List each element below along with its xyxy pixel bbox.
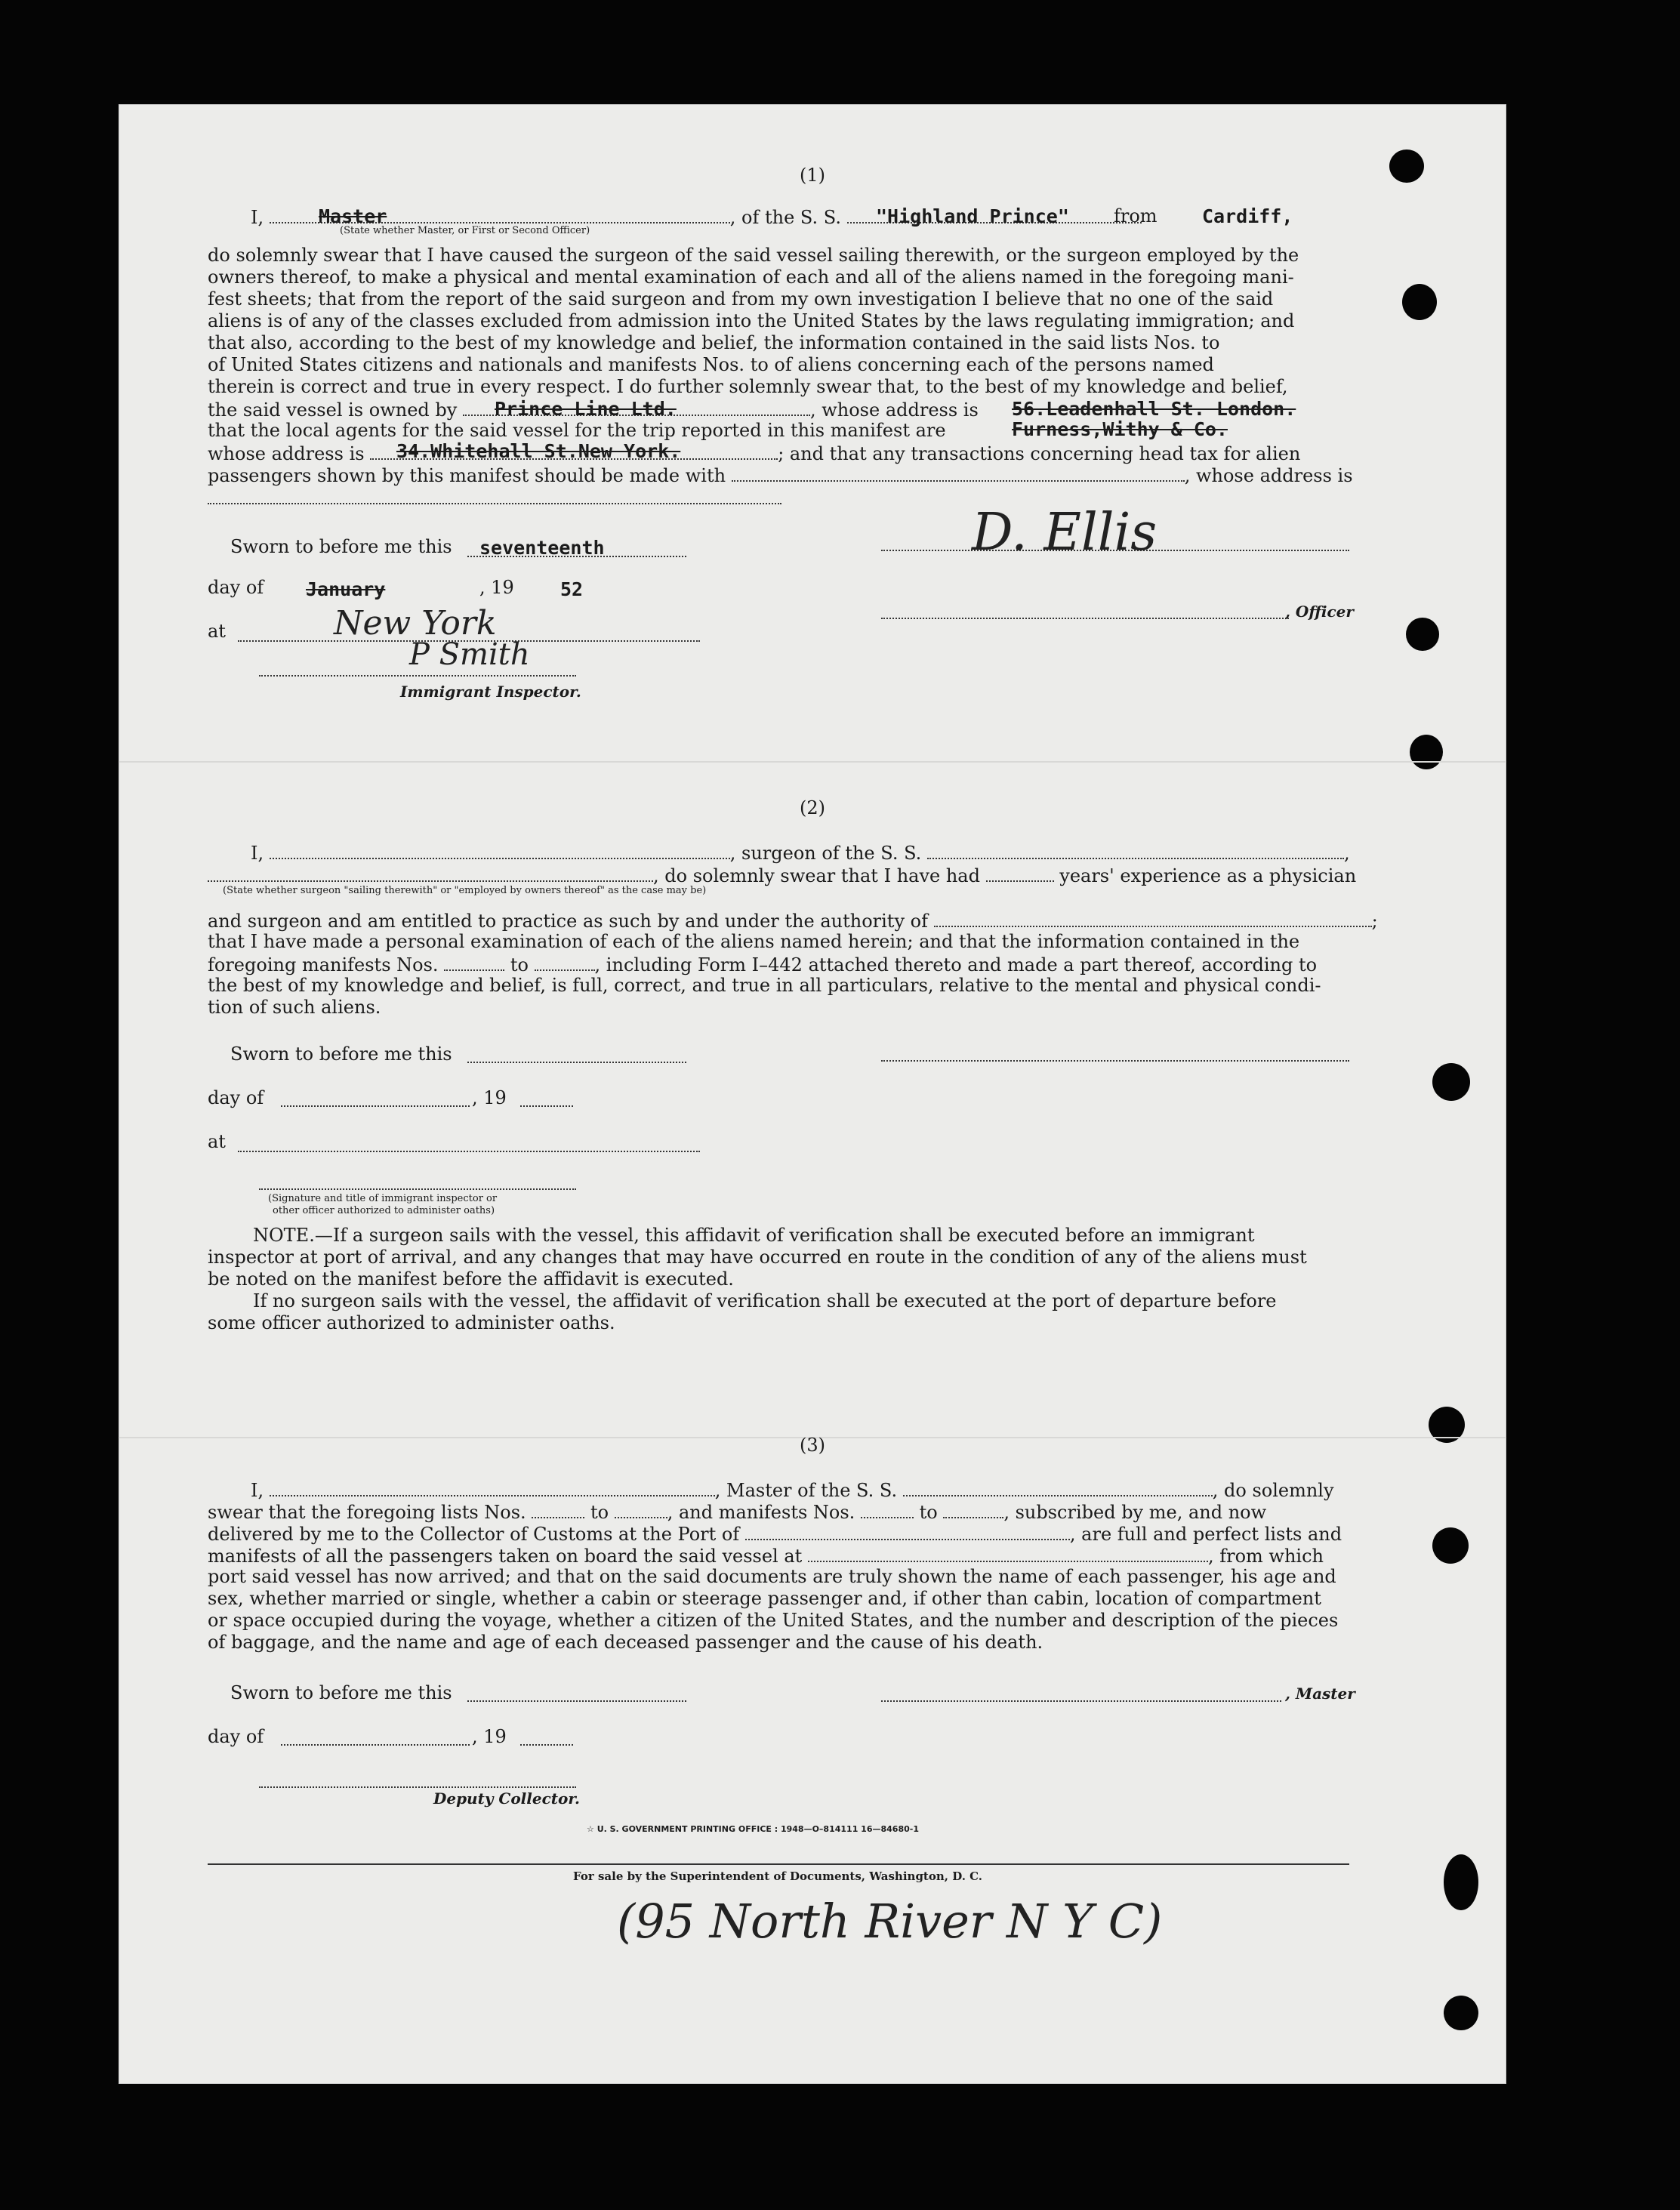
s2-line-4: that I have made a personal examination of each of the aliens named herein; and that the information contained in the — [208, 931, 1300, 952]
from-label: from — [1114, 205, 1158, 227]
owner-address-value: 56.Leadenhall St. London. — [1012, 398, 1296, 420]
ship-name-value: "Highland Prince" — [876, 205, 1069, 227]
owned-by-line: the said vessel is owned by , whose address is — [208, 399, 979, 421]
day-of-label-2: day of — [208, 1087, 264, 1108]
sale-line: For sale by the Superintendent of Documents, Washington, D. C. — [573, 1869, 983, 1883]
punch-hole — [1402, 284, 1437, 320]
sworn-label-3: Sworn to before me this — [230, 1682, 452, 1703]
s3-line-1: I, , Master of the S. S. , do solemnly — [251, 1480, 1334, 1501]
agent-address-line: whose address is ; and that any transactions concerning head tax for alien — [208, 443, 1301, 464]
s2-line-6: the best of my knowledge and belief, is full, correct, and true in all particulars, relative to the mental and physical condi- — [208, 975, 1321, 996]
sworn-label-1: Sworn to before me this — [230, 536, 452, 557]
month-value: January — [306, 578, 386, 600]
printing-office-line: ☆ U. S. GOVERNMENT PRINTING OFFICE : 1948—O–814111 16—84680-1 — [587, 1824, 919, 1834]
agents-line: that the local agents for the said vessel for the trip reported in this manifest are — [208, 420, 946, 441]
sig-caption-2: other officer authorized to administer oaths) — [273, 1205, 495, 1216]
section-1-number: (1) — [800, 165, 825, 186]
s3-line-2: swear that the foregoing lists Nos. to , and manifests Nos. to , subscribed by me, and now — [208, 1502, 1267, 1523]
section-2-number: (2) — [800, 797, 825, 818]
year-prefix-2: , 19 — [472, 1087, 507, 1108]
s2-line-3: and surgeon and am entitled to practice as such by and under the authority of ; — [208, 911, 1378, 932]
punch-hole — [1406, 618, 1439, 651]
s3-line-4: manifests of all the passengers taken on board the said vessel at , from which — [208, 1546, 1324, 1567]
inspector-caption: Immigrant Inspector. — [400, 683, 581, 701]
section-1-line-1: I, , of the S. S. — [251, 205, 1142, 229]
s2-line-2: , do solemnly swear that I have had years' experience as a physician — [208, 864, 1356, 887]
owner-value: Prince Line Ltd. — [495, 398, 677, 420]
s2-line-1: I, , surgeon of the S. S. , — [251, 843, 1350, 864]
footer-rule — [208, 1863, 1349, 1865]
officer-rank-value: Master — [319, 205, 387, 227]
at-label-1: at — [208, 621, 226, 642]
deputy-caption: Deputy Collector. — [433, 1789, 581, 1808]
punch-hole — [1432, 1063, 1470, 1101]
agent-address-value: 34.Whitehall St.New York. — [396, 440, 681, 462]
year-prefix-1: , 19 — [479, 577, 514, 598]
punch-hole — [1444, 1996, 1478, 2030]
sworn-day-value: seventeenth — [479, 537, 605, 559]
day-of-label-3: day of — [208, 1726, 264, 1747]
s2-line-5: foregoing manifests Nos. to , including Form I–442 attached thereto and made a part thereof, according to — [208, 954, 1318, 976]
sworn-label-2: Sworn to before me this — [230, 1043, 452, 1065]
master-caption: , Master — [1285, 1684, 1355, 1703]
section-3-number: (3) — [800, 1435, 825, 1456]
from-port-value: Cardiff, — [1202, 205, 1293, 227]
agents-value: Furness,Withy & Co. — [1012, 418, 1228, 440]
s3-line-3: delivered by me to the Collector of Customs at the Port of , are full and perfect lists and — [208, 1524, 1342, 1545]
officer-signature: D. Ellis — [972, 503, 1158, 563]
s2-line-7: tion of such aliens. — [208, 997, 381, 1018]
sig-caption-1: (Signature and title of immigrant inspector or — [268, 1193, 498, 1204]
officer-rank-hint: (State whether Master, or First or Second Officer) — [340, 225, 590, 236]
officer-caption: , Officer — [1285, 603, 1354, 621]
at-label-2: at — [208, 1131, 226, 1152]
head-tax-line: passengers shown by this manifest should be made with , whose address is — [208, 465, 1353, 486]
punch-hole — [1432, 1527, 1469, 1564]
handwritten-address-note: (95 North River N Y C) — [617, 1894, 1163, 1949]
punch-hole — [1410, 735, 1443, 769]
inspector-signature: P Smith — [409, 637, 530, 672]
manifest-page: (1) I, , of the S. S. Master (State whether Master, or First or Second Officer) "Highland Prince" from Cardiff, do solemnly swear that I have caused the surgeon of the said vessel sailing therewith, or the surgeon employed by the owners thereof, to make a physical and mental examination of each and all of the aliens named in the foregoing mani- fest sheets; that from the report of the said surgeon and from my own investigation I believe that no one of the said aliens is of any of the classes excluded from admission into the United States by the laws regulating immigration; and that also, according to the best of my knowledge and belief, the information contained in the said lists Nos. to of United States citizens and nationals and manifests Nos. to of aliens concerning each of the persons named therein is correct and true in every respect. I do further solemnly swear that, to the best of my knowledge and belief, the said vessel is owned by , whose address is Prince Line Ltd. 56.Leadenhall St. London. that the local agents for the said vessel for the trip reported in this manifest are Furness,Withy & Co. whose address is ; and that any transactions concerning head tax for alien 34.Whitehall St.New York. passengers shown by this manifest should be made with , whose address is Sworn to before me this seventeenth day of January , 19 52 at New York P Smith Immigrant Inspector. D. Ellis , Officer (2) I, , surgeon of the S. S. , , do solemnly swear that I have had years' experience as a physician (State whether surgeon "sailing therewith" or "employed by owners thereof" as the case may be) and surgeon and am entitled to practice as such by and under the authority of ; that I have made a personal examination of each of the aliens named herein; and that the information contained in the foregoing manifests Nos. to , including Form I–442 attached thereto and made a part thereof, according to the best of my knowledge and belief, is full, correct, and true in all particulars, relative to the mental and physical condi- tion of such aliens. Sworn to before me this day of , 19 at (Signature and title of immigrant inspector or other officer authorized to administer oaths) NOTE.—If a surgeon sails with the vessel, this affidavit of verification shall be executed before an immigrant inspector at port of arrival, and any changes that may have occurred en route in the condition of any of the aliens must be noted on the manifest before the affidavit is executed. If no surgeon sails with the vessel, the affidavit of verification shall be executed at the port of departure before some officer authorized to administer oaths. (3) I, , Master of the S. S. , do solemnly swear that the foregoing lists Nos. to , and manifests Nos. to , subscribed by me, and now delivered by me to the Collector of Customs at the Port of , are full and perfect lists and manifests of all the passengers taken on board the said vessel at , from which port said vessel has now arrived; and that on the said documents are truly shown the name of each passenger, his age and sex, whether married or single, whether a cabin or steerage passenger and, if other than cabin, location of compartment or space occupied during the voyage, whether a citizen of the United States, and the number and description of the pieces of baggage, and the name and age of each deceased passenger and the cause of his death. Sworn to before me this , Master day of , 19 Deputy Collector. ☆ U. S. GOVERNMENT PRINTING OFFICE : 1948—O–814111 16—84680-1 For sale by the Superintendent of Documents, Washington, D. C. (95 North River N Y C) — [119, 104, 1506, 2084]
place-handwritten: New York — [334, 604, 497, 643]
punch-hole — [1444, 1854, 1478, 1910]
year-prefix-3: , 19 — [472, 1726, 507, 1747]
surgeon-hint: (State whether surgeon "sailing therewith" or "employed by owners thereof" as the case may be) — [223, 885, 707, 896]
year-value: 52 — [560, 578, 584, 600]
day-of-label-1: day of — [208, 577, 264, 598]
